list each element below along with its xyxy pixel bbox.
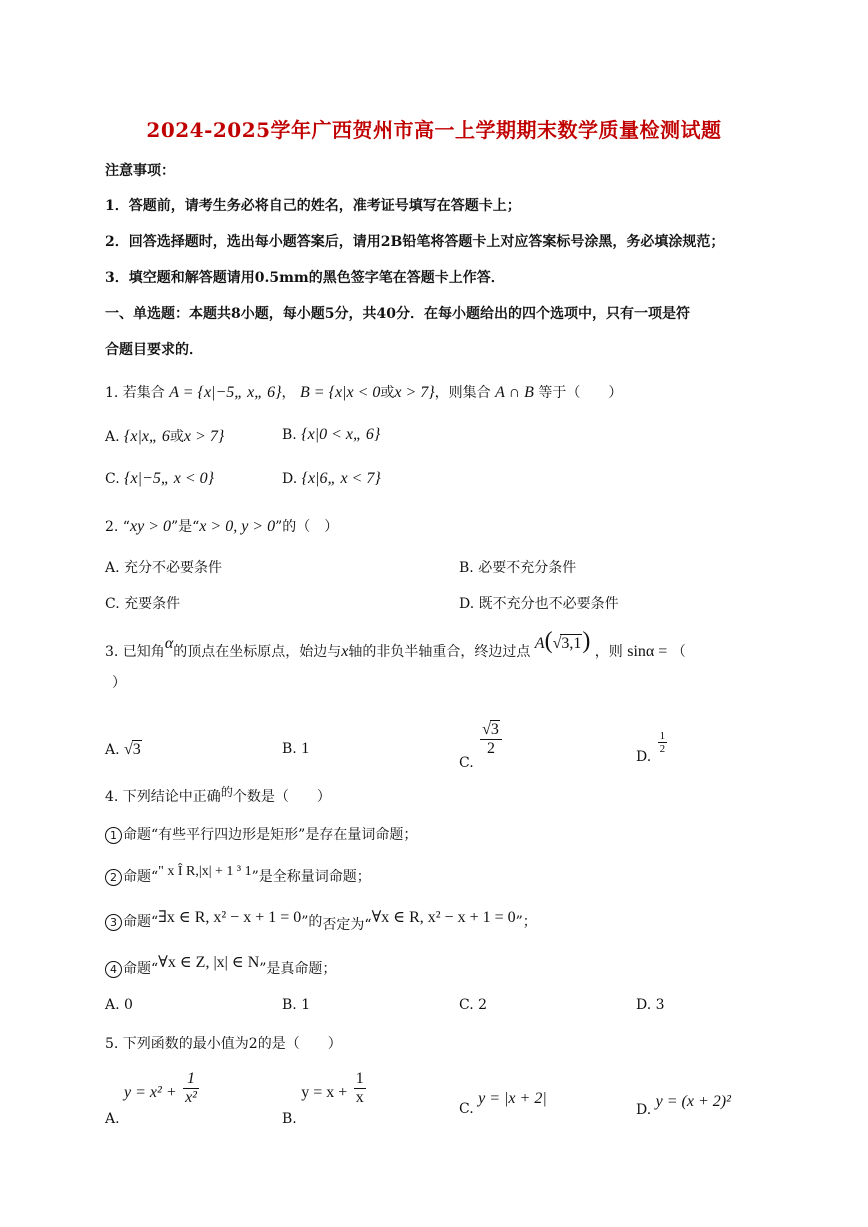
q4-statement-4: 4 命题“∀x ∈ Z, |x| ∈ N”是真命题； [105, 958, 336, 978]
q1-option-d: D. {x|6„ x < 7} [282, 470, 381, 487]
note-item-3: 3．填空题和解答题请用0.5mm的黑色签字笔在答题卡上作答． [105, 270, 505, 286]
note-item-1: 1．答题前，请考生务必将自己的姓名，准考证号填写在答题卡上； [105, 198, 521, 214]
q4-statement-3: 3 命题“∃x ∈ R, x² − x + 1 = 0”的否定为“∀x ∈ R, x² − x + 1 = 0”； [105, 911, 537, 931]
q4-option-d: D. 3 [636, 997, 665, 1013]
q5-option-c: C. y = |x + 2| [459, 1090, 547, 1117]
q1-option-b: B. {x|0 < x„ 6} [282, 426, 381, 443]
q1-option-c: C. {x|−5„ x < 0} [105, 470, 215, 487]
q3-option-a: A. √3 [105, 741, 141, 758]
section-heading-line1: 一、单选题：本题共8小题，每小题5分，共40分．在每小题给出的四个选项中，只有一项是符 [105, 306, 690, 322]
q2-stem: 2. “xy > 0”是“x > 0, y > 0”的（ ） [105, 518, 339, 535]
q5-stem: 5. 下列函数的最小值为2的是（ ） [105, 1036, 342, 1052]
note-item-2: 2．回答选择题时，选出每小题答案后，请用2B铅笔将答题卡上对应答案标号涂黑，务必填涂规范； [105, 234, 725, 250]
q4-stem: 4. 下列结论中正确的个数是（ ） [105, 785, 331, 805]
q5-option-d: D. y = (x + 2)² [636, 1093, 731, 1118]
section-heading-line2: 合题目要求的． [105, 342, 203, 358]
q3-option-c: C. $\frac{√3}{2}$ [459, 714, 504, 752]
q5-option-a: A. y = x² + $\frac{1}{\text{x²}}$ [105, 1070, 197, 1127]
q4-option-c: C. 2 [459, 997, 488, 1013]
q2-option-b: B. 必要不充分条件 [459, 560, 577, 576]
q3-option-b: B. 1 [282, 740, 310, 757]
q4-statement-1: 1 命题“有些平行四边形是矩形”是存在量词命题； [105, 824, 417, 844]
notes-heading: 注意事项： [105, 163, 175, 179]
q2-option-c: C. 充要条件 [105, 596, 181, 612]
page-title: 2024-2025学年广西贺州市高一上学期期末数学质量检测试题 [146, 118, 722, 142]
q2-option-d: D. 既不充分也不必要条件 [459, 596, 619, 612]
q1-stem: 1. 若集合 A = {x|−5„ x„ 6}， B = {x|x < 0或x > 7}，则集合 A ∩ B 等于（ ） [105, 384, 623, 401]
q4-option-a: A. 0 [105, 997, 133, 1013]
q4-statement-2: 2 命题“" x Î R,|x| + 1 ³ 1”是全称量词命题； [105, 866, 371, 886]
q2-option-a: A. 充分不必要条件 [105, 560, 223, 576]
q3-option-d: D. $\frac{1}{2}$ [636, 730, 666, 765]
q4-option-b: B. 1 [282, 997, 311, 1013]
q1-option-a: A. {x|x„ 6或x > 7} [105, 428, 225, 445]
q3-stem-close-paren: ） [112, 675, 126, 691]
q5-option-b: B. y = x + $\frac{1}{x}$ [282, 1070, 364, 1127]
q3-stem: 3. 已知角α的顶点在坐标原点，始边与x轴的非负半轴重合，终边过点 A(√3,1) ，则 sinα = （ [105, 628, 686, 660]
